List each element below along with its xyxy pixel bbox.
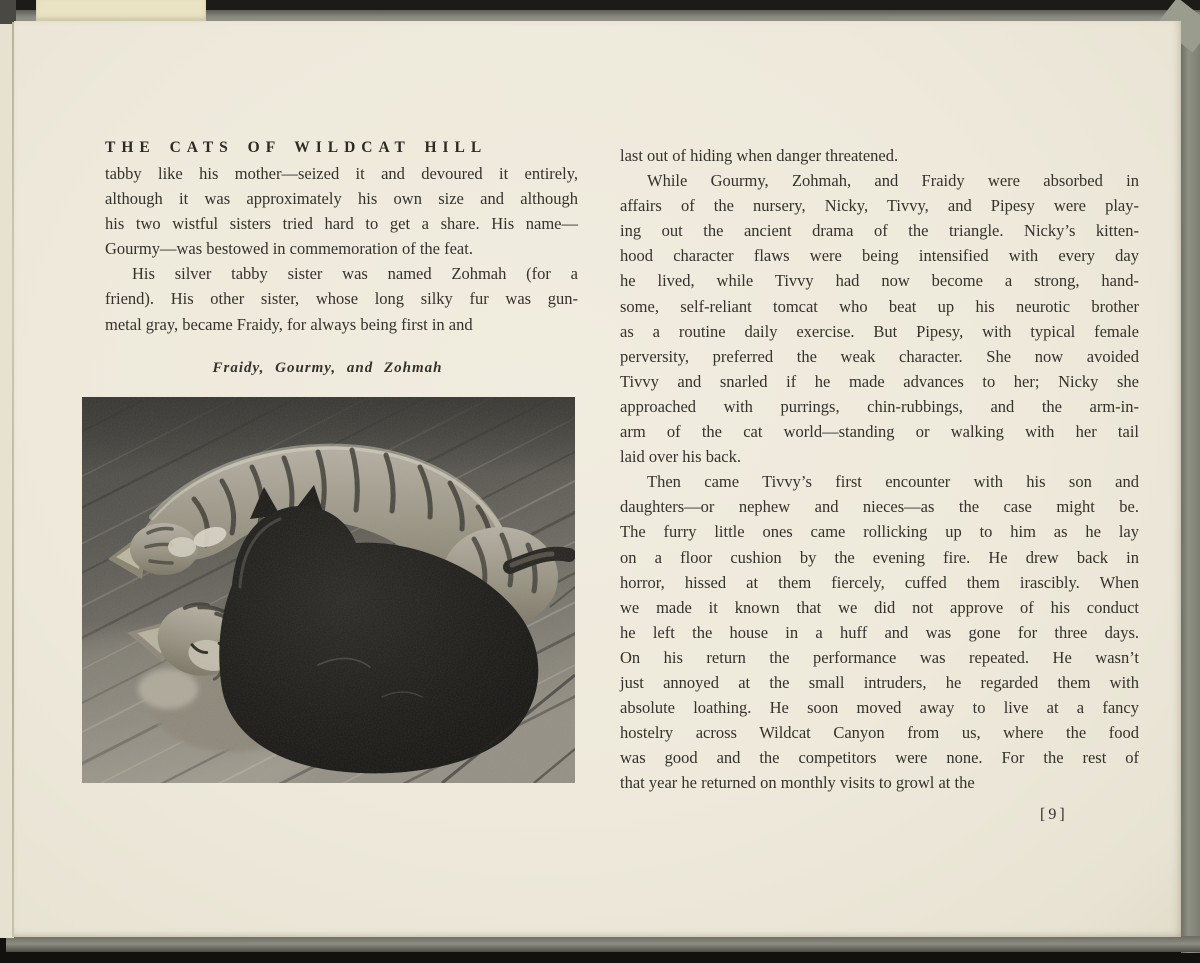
text-line: Tivvy and snarled if he made advances to her; Nicky she [620,371,1139,391]
text-line: that year he returned on monthly visits to growl at the [620,773,975,793]
text-line: affairs of the nursery, Nicky, Tivvy, and Pipesy were play- [620,196,1139,216]
page-gutter-crease [12,22,14,937]
text-line: was good and the competitors were none. For the rest of [620,748,1139,768]
text-line: friend). His other sister, whose long silky fur was gun- [105,289,578,309]
text-line: daughters—or nephew and nieces—as the case might be. [620,497,1139,517]
book-page [14,21,1181,937]
text-line: on a floor cushion by the evening fire. He drew back in [620,547,1139,567]
text-line: metal gray, became Fraidy, for always being first in and [105,314,473,334]
cats-photograph [82,397,575,783]
text-line: On his return the performance was repeated. He wasn’t [620,647,1139,667]
text-line: he left the house in a huff and was gone for three days. [620,622,1139,642]
book-cover-edge-bottom [6,936,1200,952]
text-line: perversity, preferred the weak character. She now avoided [620,346,1139,366]
text-line: arm of the cat world—standing or walking with her tail [620,422,1139,442]
text-line: he lived, while Tivvy had now become a strong, hand- [620,271,1139,291]
right-text-column [620,143,1139,795]
text-line: as a routine daily exercise. But Pipesy, with typical female [620,321,1139,341]
paragraph [620,168,1139,469]
text-line: hostelry across Wildcat Canyon from us, where the food [620,723,1139,743]
text-line: Gourmy—was bestowed in commemoration of the feat. [105,239,473,259]
text-line: approached with purrings, chin-rubbings, and the arm-in- [620,396,1139,416]
text-line: we made it known that we did not approve of his conduct [620,597,1139,617]
text-line: although it was approximately his own size and although [105,189,578,209]
text-line: The furry little ones came rollicking up to him as he lay [620,522,1139,542]
paper-tab [36,0,206,21]
paragraph [105,161,578,261]
photo-caption: Fraidy, Gourmy, and Zohmah [212,360,443,376]
paragraph [105,261,578,336]
text-line: ing out the ancient drama of the triangle. Nicky’s kitten- [620,221,1139,241]
paragraph [620,143,1139,168]
text-line: His silver tabby sister was named Zohmah (for a [132,264,578,284]
text-line: absolute loathing. He soon moved away to live at a fancy [620,698,1139,718]
text-line: While Gourmy, Zohmah, and Fraidy were absorbed in [647,171,1139,191]
text-line: horror, hissed at them fiercely, cuffed them irascibly. When [620,572,1139,592]
paragraph [620,469,1139,795]
text-line: laid over his back. [620,447,741,467]
text-line: some, self-reliant tomcat who beat up his neurotic brother [620,296,1139,316]
text-line: last out of hiding when danger threatened. [620,146,899,165]
text-line: his two wistful sisters tried hard to get a share. His name— [105,214,578,234]
text-line: hood character flaws were being intensified with every day [620,246,1139,266]
left-text-column [105,161,578,337]
running-head: THE CATS OF WILDCAT HILL [105,139,488,156]
book-cover-edge-right [1181,12,1200,953]
text-line: Then came Tivvy’s first encounter with his son and [647,472,1139,492]
text-line: tabby like his mother—seized it and devoured it entirely, [105,164,578,183]
page-number: [9] [1040,806,1068,823]
text-line: just annoyed at the small intruders, he regarded them with [620,672,1139,692]
